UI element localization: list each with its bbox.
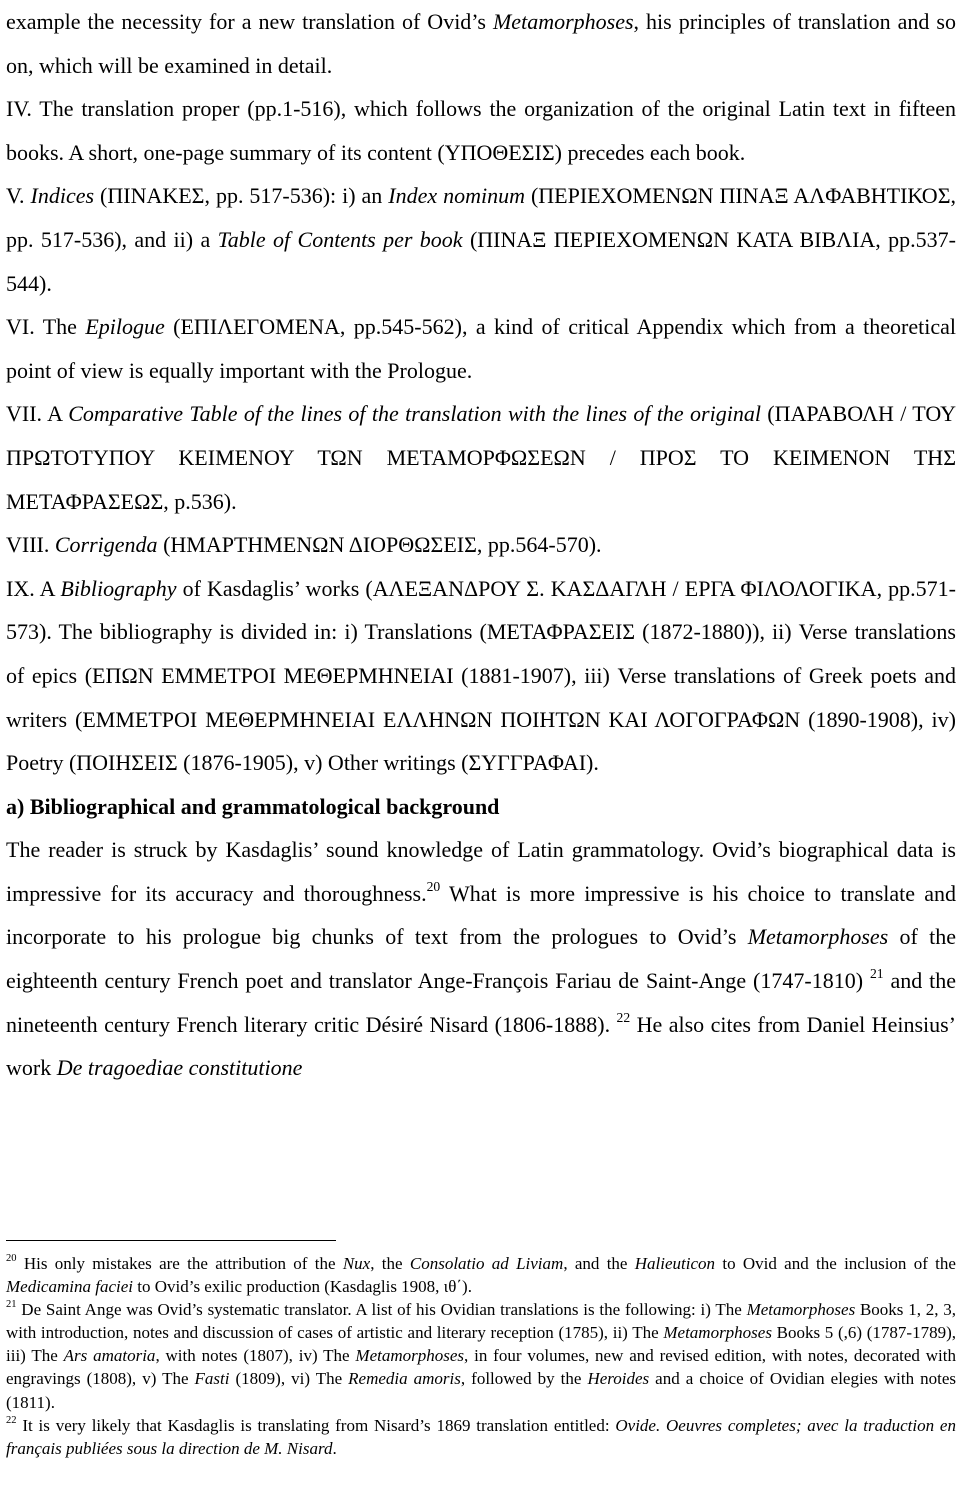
footnote-ref-21[interactable]: 21 — [869, 965, 884, 981]
item-vi: VI. The Epilogue (ΕΠΙΛΕΓΟΜΕΝΑ, pp.545-562), a kind of critical Appendix which from a theoretical point of view is equally important with the Prologue. — [6, 314, 956, 383]
footnote-20: $^{20}$ His only mistakes are the attribution of the Nux, the Consolatio ad Liviam, and the Halieuticon to Ovid and the inclusion of the Medicamina faciei to Ovid’s exilic production (Kasdaglis 1908, ιθ΄). — [6, 1253, 956, 1297]
item-ix: IX. A Bibliography of Kasdaglis’ works (ΑΛΕΞΑΝΔΡΟΥ Σ. ΚΑΣΔΑΓΛΗ / ΕΡΓΑ ΦΙΛΟΛΟΓΙΚΑ, pp.571-573). The bibliography is divided in: i) Translations (ΜΕΤΑΦΡΑΣΕΙΣ (1872-1880)), ii) Verse translations of epics (ΕΠΩΝ ΕΜΜΕΤΡΟΙ ΜΕΘΕΡΜΗΝΕΙΑΙ (1881-1907), iii) Verse translations of Greek poets and writers (ΕΜΜΕΤΡΟΙ ΜΕΘΕΡΜΗΝΕΙΑΙ ΕΛΛΗΝΩΝ ΠΟΙΗΤΩΝ ΚΑΙ ΛΟΓΟΓΡΑΦΩΝ (1890-1908), iv) Poetry (ΠΟΙΗΣΕΙΣ (1876-1905), v) Other writings (ΣΥΓΓΡΑΦΑΙ). — [6, 575, 956, 776]
section-heading: a) Bibliographical and grammatological background — [6, 793, 500, 819]
paragraph-intro-continuation: example the necessity for a new translation of Ovid’s Metamorphoses, his principles of translation and so on, which will be examined in detail. — [6, 9, 956, 78]
item-viii: VIII. Corrigenda (ΗΜΑΡΤΗΜΕΝΩΝ ΔΙΟΡΘΩΣΕΙΣ, pp.564-570). — [6, 532, 602, 558]
document-page — [6, 0, 957, 1458]
item-iv: IV. The translation proper (pp.1-516), which follows the organization of the original Latin text in fifteen books. A short, one-page summary of its content (ΥΠΟΘΕΣΙΣ) precedes each book. — [6, 96, 956, 165]
footnote-separator — [6, 1240, 336, 1241]
footnotes — [6, 1252, 956, 1460]
item-vii: VII. A Comparative Table of the lines of the translation with the lines of the original (ΠΑΡΑΒΟΛΗ / ΤΟΥ ΠΡΩΤΟΤΥΠΟΥ ΚΕΙΜΕΝΟΥ ΤΩΝ ΜΕΤΑΜΟΡΦΩΣΕΩΝ / ΠΡΟΣ ΤΟ ΚΕΙΜΕΝΟΝ ΤΗΣ ΜΕΤΑΦΡΑΣΕΩΣ, p.536). — [6, 401, 956, 514]
footnote-ref-20[interactable]: 20 — [426, 878, 441, 894]
body-text — [6, 0, 956, 1090]
item-v: V. Indices (ΠΙΝΑΚΕΣ, pp. 517-536): i) an Index nominum (ΠΕΡΙΕΧΟΜΕΝΩΝ ΠΙΝΑΞ ΑΛΦΑΒΗΤΙΚΟΣ, pp. 517-536), and ii) a Table of Contents per book (ΠΙΝΑΞ ΠΕΡΙΕΧΟΜΕΝΩΝ ΚΑΤΑ ΒΙΒΛΙΑ, pp.537-544). — [6, 183, 957, 296]
section-paragraph: The reader is struck by Kasdaglis’ sound knowledge of Latin grammatology. Ovid’s biographical data is impressive for its accuracy and thoroughness.$^{20}$ What is more impressive is his choice to translate and incorporate to his prologue big chunks of text from the prologues to Ovid’s Metamorphoses of the eighteenth century French poet and translator Ange-François Fariau de Saint-Ange (1747-1810) $^{21}$ and the nineteenth century French literary critic Désiré Nisard (1806-1888). $^{22}$ He also cites from Daniel Heinsius’ work De tragoediae constitutione — [6, 837, 957, 1081]
footnote-21: $^{21}$ De Saint Ange was Ovid’s systematic translator. A list of his Ovidian translations is the following: i) The Metamorphoses Books 1, 2, 3, with introduction, notes and discussion of cases of artistic and literary reception (1785), ii) The Metamorphoses Books 5 (,6) (1787-1789), iii) The Ars amatoria, with notes (1807), iv) The Metamorphoses, in four volumes, new and revised edition, with notes, decorated with engravings (1808), v) The Fasti (1809), vi) The Remedia amoris, followed by the Heroides and a choice of Ovidian elegies with notes (1811). — [6, 1299, 956, 1412]
italic-title: Metamorphoses — [492, 9, 634, 34]
footnote-22: $^{22}$ It is very likely that Kasdaglis is translating from Nisard’s 1869 translation entitled: Ovide. Oeuvres completes; avec la traduction en français publiées sous la direction de M. Nisard. — [6, 1414, 956, 1458]
footnote-ref-22[interactable]: 22 — [616, 1009, 631, 1025]
